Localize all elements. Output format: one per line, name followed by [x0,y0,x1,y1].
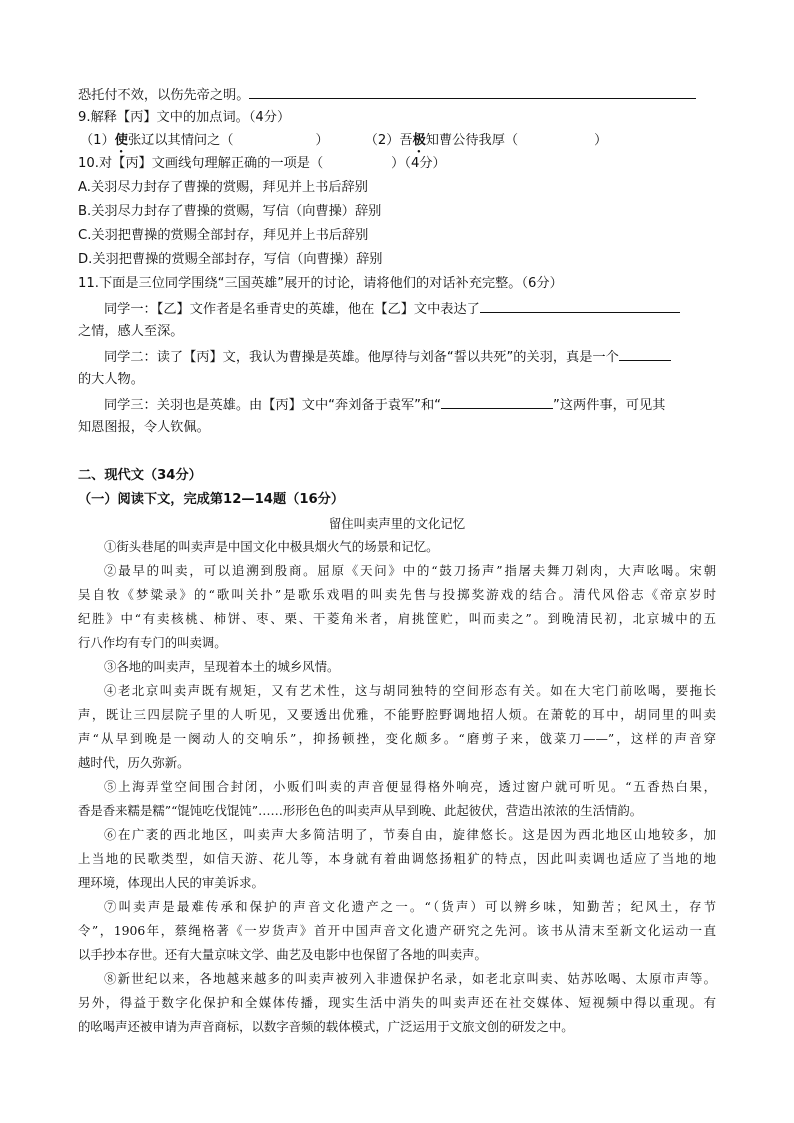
article-paragraph-2-line-2: 吴自牧《梦粱录》的“歌叫关扑”是歌乐戏唱的叫卖先售与投掷奖游戏的结合。清代风俗志《帝京岁时 [78,587,716,602]
article-paragraph-2-line-1: ②最早的叫卖，可以追溯到殷商。屈原《天问》中的“鼓刀扬声”指屠夫舞刀剁肉，大声吆喝。宋朝 [104,563,716,578]
q11-student2-tail: 的大人物。 [78,372,144,387]
q10-option-d: D.关羽把曹操的赏赐全部封存，写信（向曹操）辞别 [78,252,383,267]
q11-student1-text: 同学一：【乙】文作者是名垂青史的英雄，他在【乙】文中表达了 [104,302,480,317]
article-paragraph-3: ③各地的叫卖声，呈现着本土的城乡风情。 [104,659,340,674]
q9-item2-dotted-word: 极 [412,133,426,148]
q11-student3-blank[interactable] [441,394,553,409]
article-title: 留住叫卖声里的文化记忆 [328,516,466,531]
q9-stem: 9.解释【丙】文中的加点词。（4分） [78,110,291,125]
q8-answer-blank[interactable] [249,84,696,99]
article-paragraph-4-line-1: ④老北京叫卖声既有规矩，又有艺术性，这与胡同独特的空间形态有关。如在大宅门前吆喝，要拖长 [104,683,716,698]
q11-student3-tail: 知恩图报，令人钦佩。 [78,420,210,435]
q9-item1-close: ） [315,133,329,148]
q10-option-a: A.关羽尽力封存了曹操的赏赐，拜见并上书后辞别 [78,180,368,195]
q11-student2-text: 同学二：读了【丙】文，我认为曹操是英雄。他厚待与刘备“誓以共死”的关羽，真是一个 [104,350,619,365]
article-paragraph-5-line-2: 香是香来糯是糯”“馄饨吃伐馄饨”……形形色色的叫卖声从早到晚、此起彼伏，营造出浓浓的生活情韵。 [78,803,643,818]
q10-option-c: C.关羽把曹操的赏赐全部封存，拜见并上书后辞别 [78,228,369,243]
article-paragraph-7-line-1: ⑦叫卖声是最难传承和保护的声音文化遗产之一。“（货声）可以辨乡味，知勤苦；纪风土，存节 [104,899,716,914]
q8-tail-line [78,84,696,106]
article-paragraph-1: ①街头巷尾的叫卖声是中国文化中极具烟火气的场景和记忆。 [104,539,439,554]
q11-student3-text: 同学三：关羽也是英雄。由【丙】文中“奔刘备于袁军”和“ [104,398,441,413]
article-paragraph-6-line-2: 上当地的民歌类型，如信天游、花儿等，本身就有着曲调悠扬粗犷的特点，因此叫卖调也适应了当地的地 [78,851,716,866]
q9-items [80,131,607,156]
article-paragraph-4-line-2: 声，既让三四层院子里的人听见，又要透出优雅，不能野腔野调地招人烦。在萧乾的耳中，胡同里的叫卖 [78,707,716,722]
q11-student2-blank[interactable] [619,346,671,361]
article-paragraph-8-line-3: 的吆喝声还被申请为声音商标，以数字音频的载体模式，广泛运用于文旅文创的研发之中。 [78,1019,574,1034]
q11-student1-blank[interactable] [480,298,680,313]
q11-stem: 11.下面是三位同学围绕“三国英雄”展开的讨论，请将他们的对话补充完整。（6分） [78,276,563,291]
q11-student3-line [104,394,665,416]
article-paragraph-6-line-3: 理环境，体现出人民的审美诉求。 [78,875,264,890]
q11-student3-mid: ”这两件事，可见其 [553,398,666,413]
section2-heading: 二、现代文（34分） [78,468,202,483]
q10-stem-b: ）（4分） [391,156,446,171]
q9-item2-prefix: （2）吾 [364,133,413,148]
q10-option-b: B.关羽尽力封存了曹操的赏赐，写信（向曹操）辞别 [78,204,382,219]
article-paragraph-2-line-4: 行八作均有专门的叫卖调。 [78,635,227,650]
article-paragraph-5-line-1: ⑤上海弄堂空间围合封闭，小贩们叫卖的声音便显得格外响亮，透过窗户就可听见。“五香热白果， [104,779,716,794]
q9-item2-close: ） [594,133,608,148]
q9-item1-prefix: （1） [80,133,115,148]
article-paragraph-4-line-3: 声“从早到晚是一阕动人的交响乐”，抑扬顿挫，变化颇多。“磨剪子来，戗菜刀——”，这样的声音穿 [78,731,716,746]
article-paragraph-7-line-2: 令”，1906年，蔡绳格著《一岁货声》首开中国声音文化遗产研究之先河。该书从清末至新文化运动一直 [78,923,716,938]
q9-item1-dotted-word: 使 [114,133,128,148]
q11-student1-tail: 之情，感人至深。 [78,324,184,339]
q8-tail-text: 恐托付不效，以伤先帝之明。 [78,88,250,103]
q11-student2-line [104,346,671,368]
article-paragraph-7-line-3: 以手抄本存世。还有大量京味文学、曲艺及电影中也保留了各地的叫卖声。 [78,947,487,962]
article-paragraph-2-line-3: 纪胜》中“有卖核桃、柿饼、枣、栗、干菱角米者，肩挑筐贮，叫而卖之”。到晚清民初，北京城中的五 [78,611,716,626]
q9-item2-text: 知曹公待我厚（ [425,133,519,148]
article-paragraph-8-line-2: 另外，得益于数字化保护和全媒体传播，现实生活中消失的叫卖声还在社交媒体、短视频中得以重现。有 [78,995,716,1010]
q11-student1-line [104,298,680,320]
article-paragraph-8-line-1: ⑧新世纪以来，各地越来越多的叫卖声被列入非遗保护名录，如老北京叫卖、姑苏吆喝、太原市声等。 [104,971,716,986]
article-paragraph-6-line-1: ⑥在广袤的西北地区，叫卖声大多简洁明了，节奏自由，旋律悠长。这是因为西北地区山地较多，加 [104,827,716,842]
article-paragraph-4-line-4: 越时代，历久弥新。 [78,755,190,770]
q9-item1-text: 张辽以其情问之（ [127,133,234,148]
q10-stem-a: 10.对【丙】文画线句理解正确的一项是（ [78,156,324,171]
q10-stem [78,154,446,174]
section2-subheading: （一）阅读下文，完成第12—14题（16分） [78,492,345,507]
